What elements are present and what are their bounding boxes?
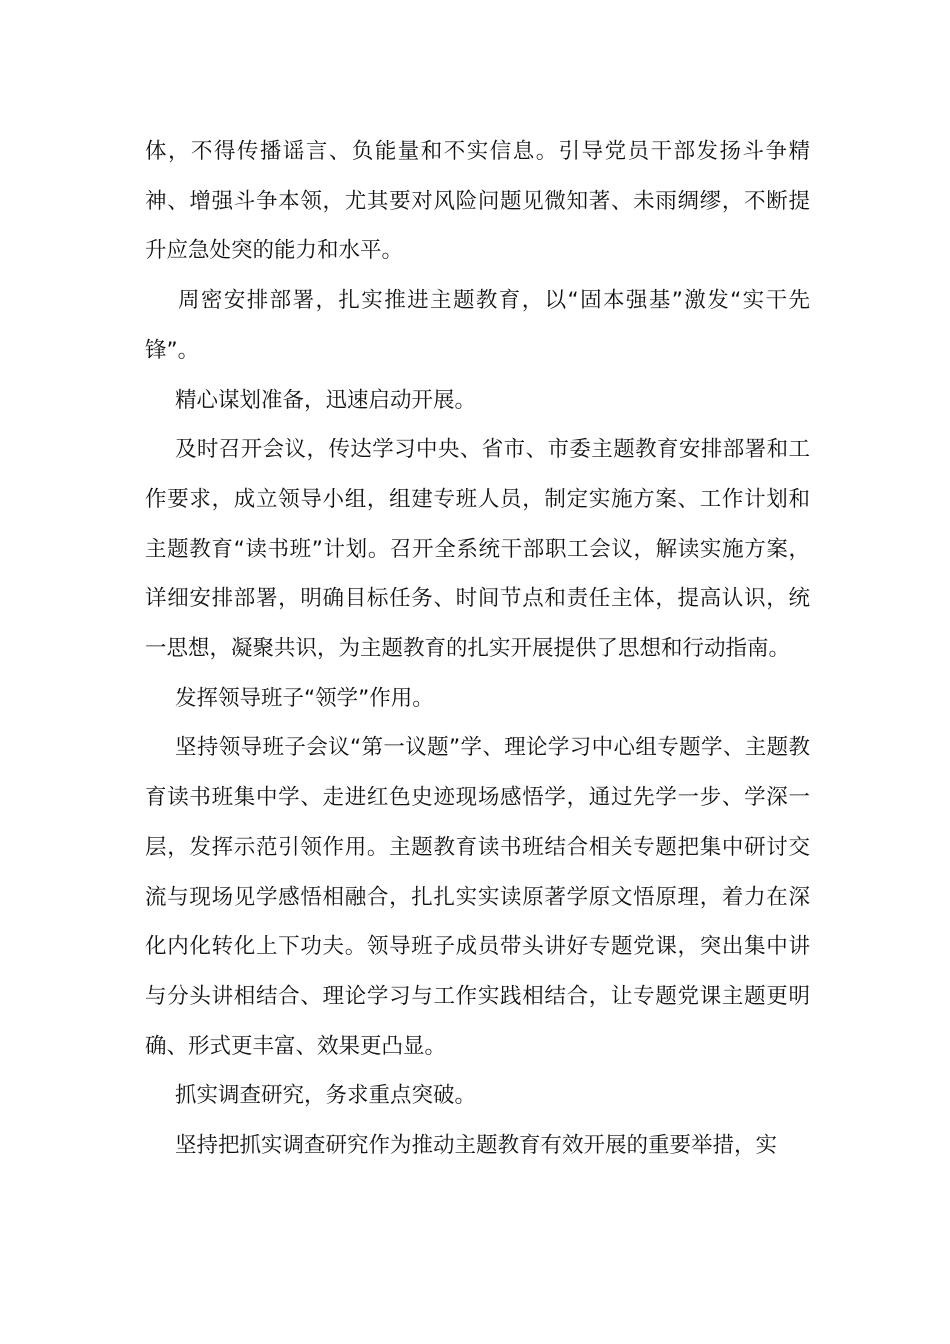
paragraph-research-start: 坚持把抓实调查研究作为推动主题教育有效开展的重要举措，实: [175, 1133, 778, 1159]
paragraph-meeting: 及时召开会议，传达学习中央、省市、市委主题教育安排部署和工作要求，成立领导小组，组建专班人员，制定实施方案、工作计划和主题教育“读书班”计划。召开全系统干部职工会议，解读实施方案，详细安排部署，明确目标任务、时间节点和责任主体，提高认识，统一思想，凝聚共识，为主题教育的扎实开展提供了思想和行动指南。: [145, 437, 810, 662]
paragraph-continuation: 体，不得传播谣言、负能量和不实信息。引导党员干部发扬斗争精神、增强斗争本领，尤其要对风险问题见微知著、未雨绸缪，不断提升应急处突的能力和水平。: [145, 139, 810, 264]
paragraph-leadership-study: 坚持领导班子会议“第一议题”学、理论学习中心组专题学、主题教育读书班集中学、走进红色史迹现场感悟学，通过先学一步、学深一层，发挥示范引领作用。主题教育读书班结合相关专题把集中研讨交流与现场见学感悟相融合，扎扎实实读原著学原文悟原理，着力在深化内化转化上下功夫。领导班子成员带头讲好专题党课，突出集中讲与分头讲相结合、理论学习与工作实践相结合，让专题党课主题更明确、形式更丰富、效果更凸显。: [145, 735, 810, 1059]
document-body: [145, 127, 810, 1171]
paragraph-subheading-preparation: 精心谋划准备，迅速启动开展。: [175, 387, 477, 413]
paragraph-subheading-leadership: 发挥领导班子“领学”作用。: [175, 685, 434, 711]
paragraph-subheading-research: 抓实调查研究，务求重点突破。: [175, 1083, 477, 1109]
paragraph-section-heading: 周密安排部署，扎实推进主题教育，以“固本强基”激发“实干先锋”。: [145, 288, 810, 363]
